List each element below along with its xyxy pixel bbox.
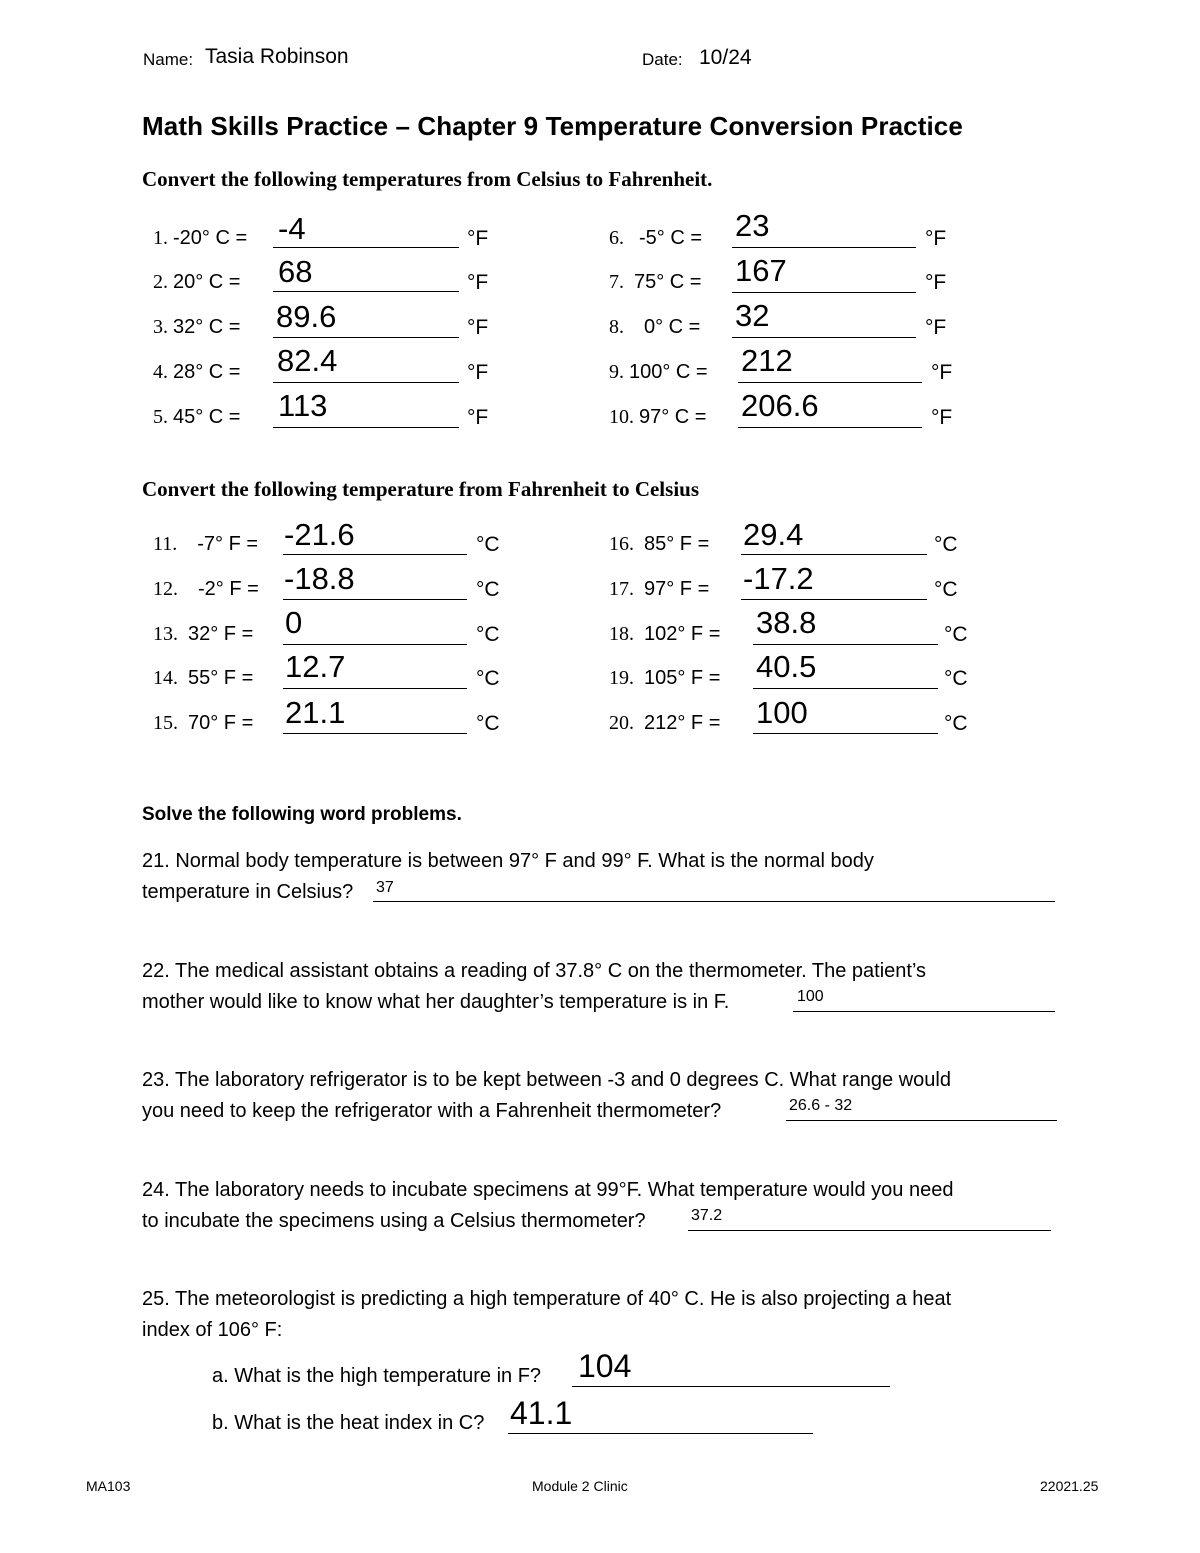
sub-question-a: a. What is the high temperature in F? [212,1365,542,1387]
answer-value[interactable]: 100 [797,988,824,1005]
problem-text: 22. The medical assistant obtains a reading of 37.8° C on the thermometer. The patient’s [142,960,927,982]
unit-label: °C [476,712,500,735]
question-number: 3. [153,316,168,338]
problem-text: you need to keep the refrigerator with a Fahrenheit thermometer? [142,1100,722,1122]
answer-line [738,427,922,428]
answer-value[interactable]: 167 [735,253,787,288]
answer-value[interactable]: 12.7 [285,649,346,684]
unit-label: °C [476,578,500,601]
answer-value[interactable]: -17.2 [743,561,814,596]
footer-center: Module 2 Clinic [532,1478,628,1494]
question-number: 1. [153,227,168,249]
answer-line [273,427,459,428]
answer-line [732,337,916,338]
problem-text: 25. The meteorologist is predicting a high temperature of 40° C. He is also projecting a heat [142,1288,952,1310]
answer-value[interactable]: -18.8 [284,561,355,596]
answer-line [273,291,459,292]
unit-label: °F [931,406,953,429]
name-value[interactable]: Tasia Robinson [205,45,349,68]
unit-label: °C [476,533,500,556]
answer-line [283,644,467,645]
question-prompt: 100° C = [629,361,708,383]
answer-line [732,292,916,293]
answer-line [373,901,1055,902]
question-prompt: -2° F = [198,578,259,600]
name-label: Name: [143,50,194,69]
answer-value[interactable]: 29.4 [743,517,804,552]
answer-value[interactable]: 32 [735,298,770,333]
answer-line [283,554,467,555]
answer-value[interactable]: 68 [278,254,313,289]
question-number: 11. [153,533,178,555]
question-prompt: 28° C = [173,361,241,383]
answer-line [572,1386,890,1387]
footer-left: MA103 [86,1478,131,1494]
question-number: 9. [609,361,624,383]
unit-label: °F [925,316,947,339]
unit-label: °C [934,533,958,556]
problem-text: index of 106° F: [142,1319,283,1341]
answer-value[interactable]: -21.6 [284,517,355,552]
answer-value[interactable]: 38.8 [756,605,817,640]
answer-line [283,599,467,600]
unit-label: °F [931,361,953,384]
unit-label: °F [467,361,489,384]
question-number: 14. [153,667,178,689]
problem-text: 23. The laboratory refrigerator is to be kept between -3 and 0 degrees C. What range would [142,1069,951,1091]
answer-value[interactable]: -4 [278,211,306,246]
answer-line [283,733,467,734]
section3-heading: Solve the following word problems. [142,804,462,825]
answer-line [508,1433,813,1434]
question-number: 4. [153,361,168,383]
section2-instruction: Convert the following temperature from Fahrenheit to Celsius [142,477,700,501]
unit-label: °F [467,406,489,429]
unit-label: °F [925,227,947,250]
answer-value[interactable]: 212 [741,343,793,378]
question-prompt: 75° C = [634,271,702,293]
answer-line [688,1230,1051,1231]
unit-label: °C [476,667,500,690]
question-number: 13. [153,623,178,645]
date-label: Date: [642,50,683,69]
question-number: 8. [609,316,624,338]
question-number: 2. [153,271,168,293]
question-prompt: 32° F = [188,623,254,645]
sub-question-b: b. What is the heat index in C? [212,1412,485,1434]
question-prompt: -20° C = [173,227,248,249]
question-prompt: 70° F = [188,712,254,734]
answer-line [273,382,459,383]
footer-right: 22021.25 [1040,1478,1099,1494]
answer-value[interactable]: 82.4 [277,343,338,378]
question-number: 6. [609,227,624,249]
question-prompt: 97° C = [639,406,707,428]
unit-label: °C [476,623,500,646]
answer-value[interactable]: 0 [285,605,303,640]
unit-label: °F [467,316,489,339]
answer-line [793,1011,1055,1012]
problem-text: 21. Normal body temperature is between 97° F and 99° F. What is the normal body [142,850,874,872]
question-number: 19. [609,667,634,689]
problem-text: temperature in Celsius? [142,881,354,903]
question-prompt: 102° F = [644,623,721,645]
problem-text: 24. The laboratory needs to incubate specimens at 99°F. What temperature would you need [142,1179,954,1201]
question-prompt: 85° F = [644,533,710,555]
question-prompt: 212° F = [644,712,721,734]
answer-value[interactable]: 40.5 [756,649,817,684]
answer-value[interactable]: 23 [735,208,770,243]
unit-label: °C [944,712,968,735]
question-number: 15. [153,712,178,734]
answer-line [741,554,927,555]
unit-label: °C [934,578,958,601]
question-number: 10. [609,406,634,428]
answer-line [273,337,459,338]
answer-line [273,247,459,248]
question-prompt: -7° F = [197,533,259,555]
problem-text: to incubate the specimens using a Celsius thermometer? [142,1210,646,1232]
answer-line [753,644,938,645]
question-prompt: 0° C = [644,316,701,338]
date-value[interactable]: 10/24 [699,46,752,69]
answer-value[interactable]: 41.1 [510,1395,573,1431]
answer-value[interactable]: 206.6 [741,388,819,423]
answer-value[interactable]: 26.6 - 32 [789,1097,853,1114]
answer-value[interactable]: 37 [376,879,394,896]
question-prompt: 45° C = [173,406,241,428]
unit-label: °C [944,667,968,690]
answer-line [786,1120,1057,1121]
question-number: 16. [609,533,634,555]
question-prompt: 55° F = [188,667,254,689]
answer-line [741,599,927,600]
question-prompt: -5° C = [639,227,703,249]
answer-value[interactable]: 104 [578,1348,632,1384]
question-prompt: 32° C = [173,316,241,338]
question-prompt: 97° F = [644,578,710,600]
answer-line [753,688,938,689]
answer-value[interactable]: 37.2 [691,1207,723,1224]
question-prompt: 20° C = [173,271,241,293]
problem-text: mother would like to know what her daughter’s temperature is in F. [142,991,730,1013]
question-prompt: 105° F = [644,667,721,689]
answer-value[interactable]: 100 [756,695,808,730]
question-number: 18. [609,623,634,645]
answer-line [753,733,938,734]
unit-label: °C [944,623,968,646]
unit-label: °F [467,271,489,294]
section1-instruction: Convert the following temperatures from Celsius to Fahrenheit. [142,167,713,191]
answer-line [732,247,916,248]
question-number: 20. [609,712,634,734]
question-number: 7. [609,271,624,293]
answer-value[interactable]: 21.1 [285,695,346,730]
unit-label: °F [925,271,947,294]
question-number: 17. [609,578,634,600]
answer-line [738,382,922,383]
page-title: Math Skills Practice – Chapter 9 Temperature Conversion Practice [142,111,963,141]
answer-value[interactable]: 113 [278,388,328,423]
question-number: 12. [153,578,178,600]
answer-line [283,688,467,689]
unit-label: °F [467,227,489,250]
answer-value[interactable]: 89.6 [276,299,337,334]
question-number: 5. [153,406,168,428]
